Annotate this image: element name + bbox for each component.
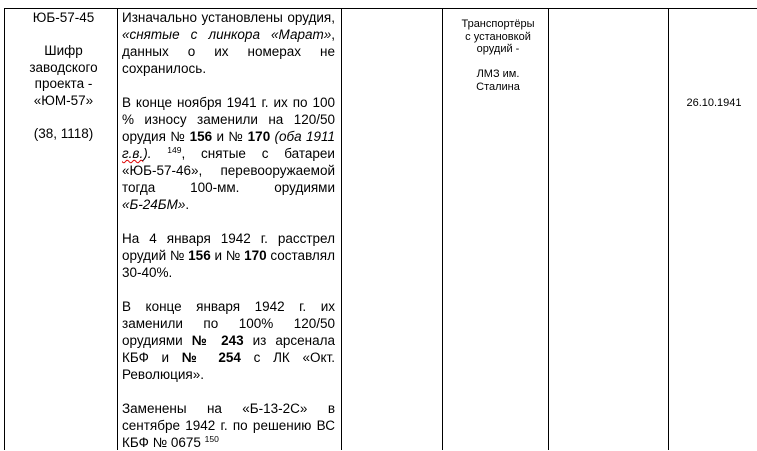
- manufacturer-line: Сталина: [476, 80, 520, 93]
- text: из арсенала КБФ и: [122, 333, 336, 365]
- text: Изначально установлены орудия,: [122, 10, 335, 25]
- cell-transporters: [448, 18, 548, 94]
- gun-number: № 243: [191, 333, 244, 348]
- footnote-ref: 150: [204, 434, 219, 444]
- paragraph-replacement-sep-1942: [122, 400, 335, 451]
- text: В конце января 1942 г. их заменили по 100% 120/50 орудиями: [122, 299, 335, 348]
- text: .: [185, 197, 190, 212]
- footnote-ref: 149: [167, 145, 182, 155]
- battery-code: ЮБ-57-45: [32, 10, 95, 25]
- text: , данных о их номерах не сохранилось.: [122, 27, 335, 76]
- manufacturer-line: ЛМЗ им.: [476, 68, 520, 81]
- col-border-1: [117, 8, 118, 450]
- text: с ЛК «Окт. Революция».: [122, 350, 335, 382]
- text: и №: [210, 248, 245, 263]
- cell-guns-history: [122, 9, 335, 451]
- transporters-line: с установкой: [465, 30, 531, 43]
- text-italic: (оба 1911: [274, 129, 335, 144]
- text-italic: «снятые с линкора «Марат»: [122, 27, 332, 42]
- gun-number: 170: [244, 248, 267, 263]
- col-border-2: [341, 8, 342, 450]
- cell-battery-id: [12, 10, 115, 143]
- col-border-4: [548, 8, 549, 450]
- gun-number: 170: [247, 129, 271, 144]
- text: На 4 января 1942 г. расстрел орудий №: [122, 231, 335, 263]
- gun-number: № 254: [181, 350, 241, 365]
- transporters-line: орудий -: [476, 43, 520, 56]
- source-reference: (38, 1118): [33, 126, 94, 142]
- text-italic: «Б-24БМ»: [122, 197, 186, 212]
- text: В конце ноября 1941 г. их по 100 % износу заменили на 120/50 орудия №: [122, 95, 335, 144]
- paragraph-initial-guns: [122, 9, 335, 77]
- cipher-label: Шифр: [44, 43, 83, 59]
- text-italic: ).: [143, 146, 152, 161]
- paragraph-wear-1942: [122, 230, 335, 281]
- text: и №: [212, 129, 248, 144]
- cipher-label-3: проекта -: [34, 76, 93, 92]
- text: , снятые с батареи «ЮБ-57-46», перевооружаемой тогда 100-мм. орудиями: [122, 146, 335, 195]
- gun-number: 156: [189, 129, 213, 144]
- text: Заменены на «Б-13-2С» в сентябре 1942 г. по решению ВС КБФ № 0675: [122, 401, 335, 450]
- paragraph-replacement-jan-1942: [122, 298, 335, 383]
- gun-number: 156: [188, 248, 211, 263]
- col-border-5: [668, 8, 669, 450]
- project-code: «ЮМ-57»: [33, 92, 94, 108]
- col-border-0: [4, 8, 5, 450]
- paragraph-replacement-1941: [122, 94, 335, 213]
- text: составлял 30-40%.: [122, 248, 335, 280]
- text-italic-spellcheck: г.в.: [122, 146, 144, 161]
- transporters-line: Транспортёры: [461, 18, 535, 30]
- col-border-3: [442, 8, 443, 450]
- cell-date: 26.10.1941: [686, 97, 742, 109]
- cipher-label-2: заводского: [29, 59, 98, 75]
